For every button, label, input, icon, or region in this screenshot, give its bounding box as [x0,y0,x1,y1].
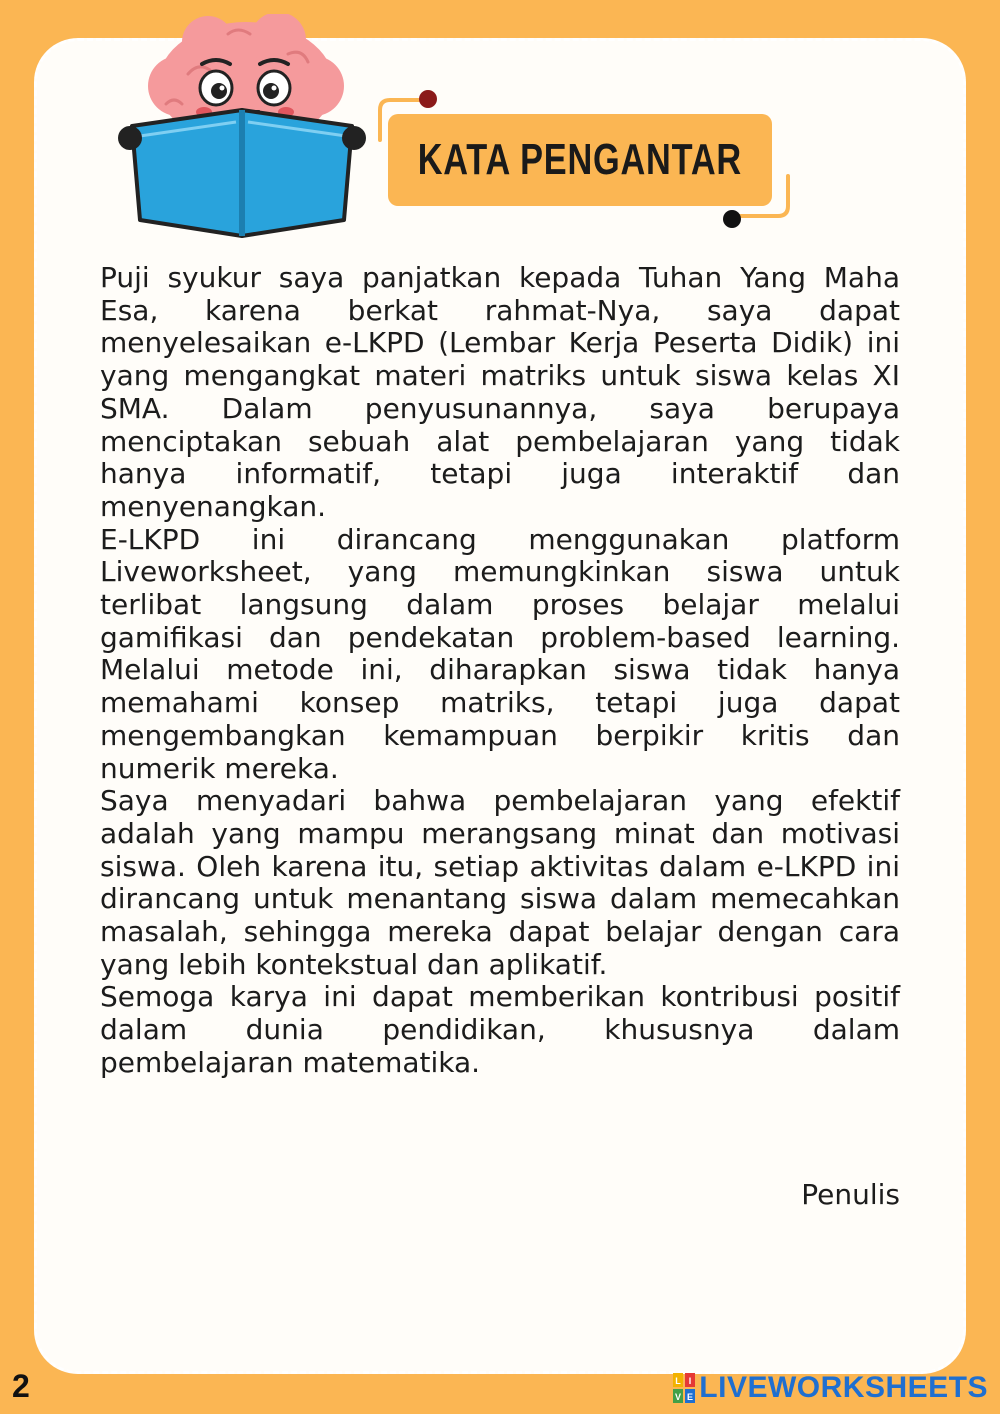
brand-name: LIVEWORKSHEETS [699,1371,988,1404]
title-banner [388,114,772,206]
paragraph: Puji syukur saya panjatkan kepada Tuhan Yang Maha Esa, karena berkat rahmat-Nya, saya dapat menyelesaikan e-LKPD (Lembar Kerja Peserta Didik) ini yang mengangkat materi matriks untuk siswa kelas XI SMA. Dalam penyusunannya, saya berupaya menciptakan sebuah alat pembelajaran yang tidak hanya informatif, tetapi juga interaktif dan menyenangkan. [100,261,900,523]
paragraph: Semoga karya ini dapat memberikan kontribusi positif dalam dunia pendidikan, khususnya dalam pembelajaran matematika. [100,980,900,1079]
svg-text:E: E [687,1392,694,1402]
paragraph: E-LKPD ini dirancang menggunakan platform Liveworksheet, yang memungkinkan siswa untuk terlibat langsung dalam proses belajar melalui gamifikasi dan pendekatan problem-based learning. Melalui metode ini, diharapkan siswa tidak hanya memahami konsep matriks, tetapi juga dapat mengembangkan kemampuan berpikir kritis dan numerik mereka. [100,522,900,785]
svg-text:I: I [689,1376,692,1386]
page-number: 2 [12,1368,30,1404]
svg-text:V: V [675,1392,682,1402]
svg-text:L: L [675,1376,682,1386]
book-icon [118,110,366,236]
brain-reading-book-icon [118,14,368,246]
preface-body [100,262,900,1080]
page-title: KATA PENGANTAR [417,135,743,184]
signature: Penulis [801,1178,900,1211]
paragraph: Saya menyadari bahwa pembelajaran yang efektif adalah yang mampu merangsang minat dan motivasi siswa. Oleh karena itu, setiap aktivitas dalam e-LKPD ini dirancang untuk menantang siswa dalam memecahkan masalah, sehingga mereka dapat belajar dengan cara yang lebih kontekstual dan aplikatif. [100,784,900,981]
liveworksheets-logo-icon [673,1373,695,1403]
brand-footer[interactable] [673,1370,988,1406]
